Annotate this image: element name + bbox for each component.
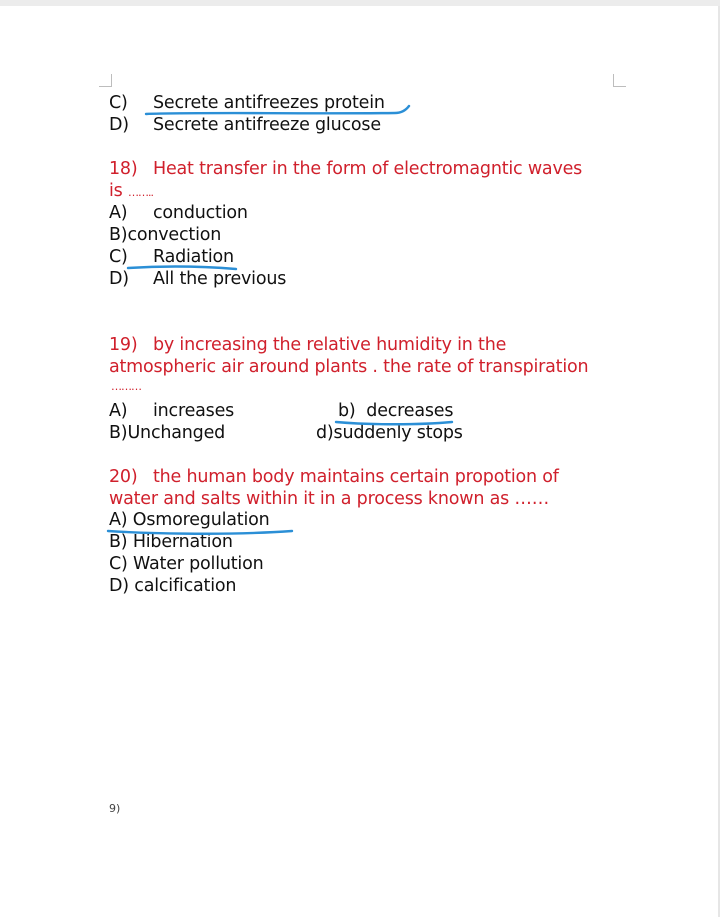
option-text: increases (153, 401, 235, 421)
option-q18-c (109, 246, 234, 268)
question-text: water and salts within it in a process known as …… (109, 489, 550, 509)
margin-corner-mark (613, 74, 626, 87)
question-18-line1 (109, 158, 582, 180)
question-20-line1 (109, 466, 559, 488)
question-18-line2 (109, 180, 153, 204)
option-label: D) (109, 576, 129, 596)
option-label: A) (109, 510, 128, 530)
option-text: Unchanged (127, 423, 226, 443)
option-text: All the previous (153, 269, 287, 289)
question-text: the human body maintains certain propotion of (153, 467, 559, 487)
option-label: A) (109, 401, 128, 421)
option-text: Hibernation (132, 532, 233, 552)
question-text: is (109, 181, 123, 201)
option-text: convection (127, 225, 222, 245)
option-q19-b (338, 400, 453, 422)
viewer-top-bar (0, 0, 720, 6)
option-text: Secrete antifreeze glucose (153, 115, 381, 135)
option-q17-d (109, 114, 381, 136)
option-label: C) (109, 93, 128, 113)
option-label: D) (109, 115, 129, 135)
option-text: suddenly stops (333, 423, 463, 443)
option-text: Secrete antifreezes protein (153, 93, 385, 113)
option-label: B) (109, 225, 128, 245)
option-label: D) (109, 269, 129, 289)
option-text: Water pollution (133, 554, 264, 574)
option-text: calcification (134, 576, 237, 596)
option-q20-c (109, 553, 263, 575)
option-text: decreases (366, 401, 454, 421)
question-number: 18) (109, 159, 138, 179)
question-text: Heat transfer in the form of electromagntic waves (153, 159, 583, 179)
option-text: Osmoregulation (132, 510, 270, 530)
option-q19-d (316, 422, 463, 444)
blank-dots: ……… (111, 380, 141, 393)
option-q17-c (109, 92, 385, 114)
option-q18-d (109, 268, 286, 290)
question-number: 19) (109, 335, 138, 355)
option-label: A) (109, 203, 128, 223)
option-label: d) (316, 423, 334, 443)
option-label: C) (109, 247, 128, 267)
option-q20-b (109, 531, 233, 553)
page-marker: 9) (109, 802, 121, 815)
option-text: Radiation (153, 247, 234, 267)
blank-dots: …….. (127, 186, 153, 199)
option-label: B) (109, 423, 128, 443)
option-label: B) (109, 532, 128, 552)
question-19-line2 (109, 356, 588, 378)
option-q19-a (109, 400, 234, 422)
question-number: 20) (109, 467, 138, 487)
option-text: conduction (153, 203, 248, 223)
option-label: b) (338, 401, 356, 421)
option-q18-a (109, 202, 248, 224)
question-text: by increasing the relative humidity in the (153, 335, 507, 355)
question-20-line2 (109, 488, 549, 510)
margin-corner-mark (99, 74, 112, 87)
option-label: C) (109, 554, 128, 574)
question-text: atmospheric air around plants . the rate of transpiration (109, 357, 589, 377)
option-q18-b (109, 224, 221, 246)
question-19-line1 (109, 334, 506, 356)
option-q20-a (109, 509, 270, 531)
option-q20-d (109, 575, 236, 597)
option-q19-c (109, 422, 225, 444)
